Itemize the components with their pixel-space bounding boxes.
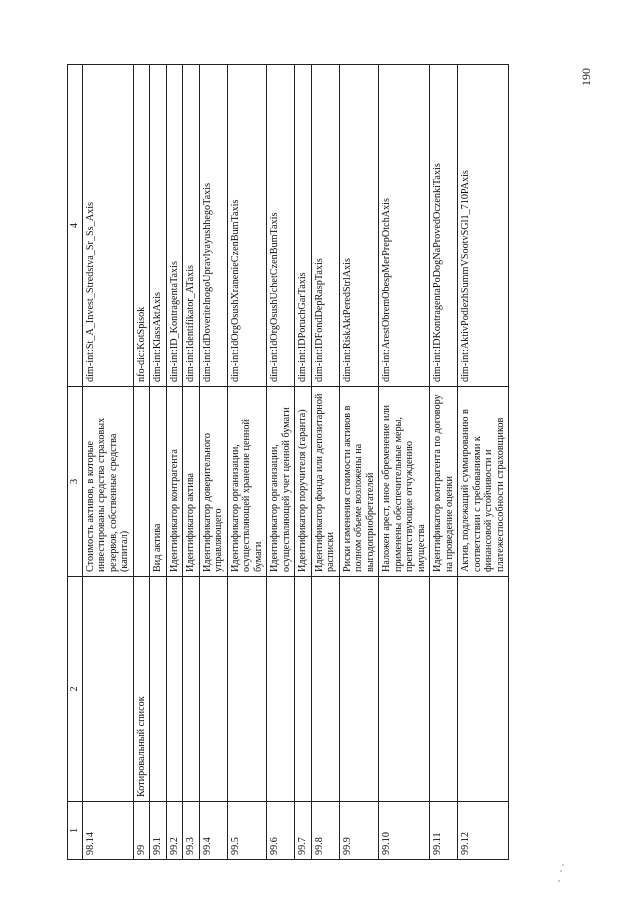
- row-description-cell: Наложен арест, иное обременение или применены обеспечительные меры, препятствующие отчуждению имущества: [379, 387, 430, 577]
- row-description-cell: Риски изменения стоимости активов в полном объеме возложены на выгодоприобретателей: [339, 387, 379, 577]
- row-description-cell: Вид актива: [150, 387, 167, 577]
- table-row: [82, 65, 133, 860]
- row-description-cell: Стоимость активов, в которые инвестированы средства страховых резервов, собственные средства (капитал): [82, 387, 133, 577]
- row-number-cell: 99.2: [166, 802, 183, 860]
- row-description-cell: Идентификатор контрагента: [166, 387, 183, 577]
- header-cell-4: 4: [68, 65, 83, 387]
- row-name-cell: Котировальный список: [133, 577, 150, 802]
- row-number-cell: 99: [133, 802, 150, 860]
- row-description-cell: [133, 387, 150, 577]
- row-number-cell: 99.10: [379, 802, 430, 860]
- header-cell-2: 2: [68, 577, 83, 802]
- row-name-cell: [82, 577, 133, 802]
- data-table: [67, 64, 509, 860]
- table-row: [339, 65, 379, 860]
- table-row: [295, 65, 312, 860]
- table-row: [199, 65, 227, 860]
- row-name-cell: [430, 577, 458, 802]
- row-description-cell: Актив, подлежащий суммированию в соответствии с требованиями к финансовой устойчивости и платежеспособности страховщиков: [458, 387, 509, 577]
- row-name-cell: [267, 577, 295, 802]
- row-number-cell: 99.9: [339, 802, 379, 860]
- row-code-cell: dim-int:KlassAktAxis: [150, 65, 167, 387]
- scan-artifact: [556, 862, 586, 892]
- row-description-cell: Идентификатор поручителя (гаранта): [295, 387, 312, 577]
- row-description-cell: Идентификатор актива: [183, 387, 200, 577]
- row-description-cell: Идентификатор фонда или депозитарной расписки: [311, 387, 339, 577]
- row-name-cell: [339, 577, 379, 802]
- row-code-cell: dim-int:IdOrgOsushXranenieCzenBumTaxis: [227, 65, 267, 387]
- row-name-cell: [150, 577, 167, 802]
- row-number-cell: 99.1: [150, 802, 167, 860]
- row-code-cell: dim-int:IDKontragentaPoDogNaProvedOczenkiTaxis: [430, 65, 458, 387]
- table-row: [133, 65, 150, 860]
- row-code-cell: dim-int:IdDoveritelnogoUpravlyayushhegoTaxis: [199, 65, 227, 387]
- row-name-cell: [311, 577, 339, 802]
- row-code-cell: dim-int:IdOrgOsushUchetCzenBumTaxis: [267, 65, 295, 387]
- table-row: [166, 65, 183, 860]
- row-code-cell: dim-int:AktivPodlezhSummVSootvSGl1_710PAxis: [458, 65, 509, 387]
- row-number-cell: 99.7: [295, 802, 312, 860]
- table-row: [267, 65, 295, 860]
- row-name-cell: [379, 577, 430, 802]
- row-description-cell: Идентификатор организации, осуществляющей хранение ценной бумаги: [227, 387, 267, 577]
- table-row: [430, 65, 458, 860]
- row-number-cell: 99.12: [458, 802, 509, 860]
- row-number-cell: 99.8: [311, 802, 339, 860]
- row-number-cell: 98.14: [82, 802, 133, 860]
- table-row: [227, 65, 267, 860]
- table-row: [458, 65, 509, 860]
- row-description-cell: Идентификатор контрагента по договору на проведение оценки: [430, 387, 458, 577]
- row-number-cell: 99.5: [227, 802, 267, 860]
- row-code-cell: dim-int:ArestObremObespMerPrepOtchAxis: [379, 65, 430, 387]
- row-code-cell: nfo-dic:KotSpisok: [133, 65, 150, 387]
- row-number-cell: 99.4: [199, 802, 227, 860]
- table-header-row: [68, 65, 83, 860]
- row-code-cell: dim-int:St_A_Invest_Stredstva_Sr_Ss_Axis: [82, 65, 133, 387]
- row-name-cell: [227, 577, 267, 802]
- page-number: 190: [579, 68, 593, 86]
- header-cell-1: 1: [68, 802, 83, 860]
- row-number-cell: 99.6: [267, 802, 295, 860]
- row-name-cell: [458, 577, 509, 802]
- rotated-table-container: [67, 60, 567, 860]
- table-row: [379, 65, 430, 860]
- row-name-cell: [166, 577, 183, 802]
- row-number-cell: 99.11: [430, 802, 458, 860]
- row-code-cell: dim-int:IDPoruchGarTaxis: [295, 65, 312, 387]
- row-description-cell: Идентификатор организации, осуществляющей учет ценной бумаги: [267, 387, 295, 577]
- row-name-cell: [199, 577, 227, 802]
- row-description-cell: Идентификатор доверительного управляющего: [199, 387, 227, 577]
- row-code-cell: dim-int:Identifikator_ATaxis: [183, 65, 200, 387]
- row-name-cell: [183, 577, 200, 802]
- row-code-cell: dim-int:RiskAktPeredStrlAxis: [339, 65, 379, 387]
- table-row: [183, 65, 200, 860]
- table-row: [311, 65, 339, 860]
- table-row: [150, 65, 167, 860]
- row-code-cell: dim-int:IDFondDepRaspTaxis: [311, 65, 339, 387]
- row-code-cell: dim-int:ID_KontragentaTaxis: [166, 65, 183, 387]
- header-cell-3: 3: [68, 387, 83, 577]
- row-number-cell: 99.3: [183, 802, 200, 860]
- row-name-cell: [295, 577, 312, 802]
